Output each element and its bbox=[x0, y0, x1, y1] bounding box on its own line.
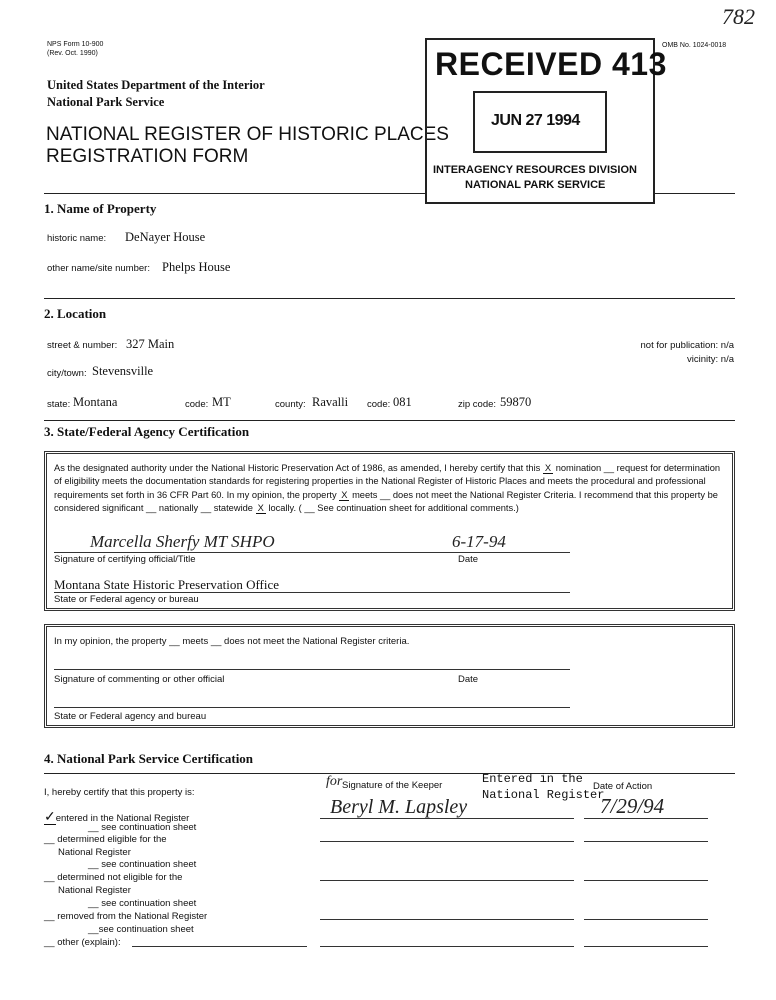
county-label: county: bbox=[275, 399, 306, 410]
certifying-agency: Montana State Historic Preservation Office bbox=[54, 577, 280, 592]
option-label: see continuation sheet bbox=[101, 822, 197, 833]
statement-part: locally. ( __ See continuation sheet for additional comments.) bbox=[268, 503, 519, 514]
locally-mark: X bbox=[257, 503, 264, 514]
county-code-label: code: bbox=[367, 399, 391, 410]
form-number: NPS Form 10-900 bbox=[47, 41, 104, 48]
other-name-label: other name/site number: bbox=[47, 263, 150, 274]
certifying-date: 6-17-94 bbox=[452, 532, 506, 551]
nomination-mark: X bbox=[544, 463, 552, 473]
zip-label: zip code: bbox=[458, 399, 497, 410]
option-removed[interactable]: __ removed from the National Register bbox=[44, 911, 208, 922]
street-value: 327 Main bbox=[126, 337, 175, 351]
received-stamp bbox=[425, 38, 667, 204]
option-label: see continuation sheet bbox=[98, 924, 194, 935]
divider bbox=[44, 773, 735, 774]
not-for-publication: not for publication: n/a bbox=[640, 340, 734, 351]
stamp-received: RECEIVED 413 bbox=[435, 46, 667, 82]
option-label: other (explain): bbox=[57, 937, 121, 948]
keeper-line bbox=[320, 841, 574, 842]
stamp-date: JUN 27 1994 bbox=[491, 112, 580, 129]
keeper-line bbox=[320, 880, 574, 881]
keeper-intro: I, hereby certify that this property is: bbox=[44, 787, 195, 798]
keeper-line bbox=[320, 946, 574, 947]
historic-name-label: historic name: bbox=[47, 233, 107, 244]
section-1-heading: 1. Name of Property bbox=[44, 201, 157, 216]
zip-value: 59870 bbox=[500, 395, 532, 409]
form-subtitle: REGISTRATION FORM bbox=[46, 146, 249, 167]
commenting-signature-line bbox=[54, 669, 570, 670]
handwritten-page-number: 782 bbox=[722, 4, 755, 29]
agency-name: National Park Service bbox=[47, 95, 165, 109]
entered-stamp-line1: Entered in the bbox=[482, 772, 583, 786]
option-label: National Register bbox=[58, 885, 131, 896]
state-code-value: MT bbox=[212, 395, 231, 409]
statement-part: nomination __ request for determination of eligibility meets the documentation standards for registering properties in the National Register of Historic Places and meets the procedural and professional requirements set forth in 36 CFR Part 60. In my opinion, the property bbox=[54, 463, 721, 500]
date-line bbox=[584, 818, 708, 819]
commenting-agency-label: State or Federal agency and bureau bbox=[54, 711, 207, 722]
county-code-value: 081 bbox=[393, 395, 412, 409]
date-line bbox=[584, 880, 708, 881]
commenting-label: Signature of commenting or other official bbox=[54, 674, 225, 685]
city-value: Stevensville bbox=[92, 364, 154, 378]
meets-mark: X bbox=[341, 489, 348, 500]
state-label: state: bbox=[47, 399, 71, 410]
section-4-heading: 4. National Park Service Certification bbox=[44, 751, 254, 766]
divider bbox=[44, 420, 735, 421]
divider bbox=[44, 298, 735, 299]
statement-part: As the designated authority under the National Historic Preservation Act of 1986, as amended, I hereby certify that this bbox=[54, 463, 541, 473]
option-continuation[interactable]: __see continuation sheet bbox=[88, 924, 194, 935]
agency-label: State or Federal agency or bureau bbox=[54, 594, 199, 605]
certification-statement bbox=[54, 462, 724, 516]
other-name-value: Phelps House bbox=[162, 260, 231, 274]
option-not-eligible[interactable]: __ determined not eligible for the bbox=[44, 872, 183, 883]
keeper-signature: Beryl M. Lapsley bbox=[330, 796, 468, 818]
signature-label: Signature of certifying official/Title bbox=[54, 554, 196, 565]
statement-part: meets __ does not meet the National Register Criteria. I recommend that this property be considered significant __ nationally __ statewide bbox=[54, 489, 718, 514]
date-of-action-label: Date of Action bbox=[593, 781, 653, 792]
omb-number: OMB No. 1024-0018 bbox=[662, 42, 727, 49]
date-line bbox=[584, 919, 708, 920]
stamp-division: INTERAGENCY RESOURCES DIVISION bbox=[433, 164, 637, 176]
date-line bbox=[584, 841, 708, 842]
option-label: removed from the National Register bbox=[57, 911, 208, 922]
stamp-date-box bbox=[473, 91, 607, 153]
check-mark-icon: ✓ bbox=[44, 808, 56, 824]
keeper-initials: for bbox=[326, 774, 343, 789]
keeper-line bbox=[320, 818, 574, 819]
street-label: street & number: bbox=[47, 340, 118, 351]
option-eligible[interactable]: __ determined eligible for the bbox=[44, 834, 167, 845]
date-label: Date bbox=[458, 554, 479, 565]
state-value: Montana bbox=[73, 395, 118, 409]
divider bbox=[653, 193, 735, 194]
option-label: see continuation sheet bbox=[101, 898, 197, 909]
commenting-agency-line bbox=[54, 707, 570, 708]
historic-name-value: DeNayer House bbox=[125, 230, 206, 244]
option-continuation[interactable]: __ see continuation sheet bbox=[88, 859, 197, 870]
department-name: United States Department of the Interior bbox=[47, 78, 265, 92]
option-label: determined eligible for the bbox=[57, 834, 167, 845]
agency-line bbox=[54, 592, 570, 593]
stamp-service: NATIONAL PARK SERVICE bbox=[465, 179, 606, 191]
section-3-heading: 3. State/Federal Agency Certification bbox=[44, 424, 250, 439]
form-title: NATIONAL REGISTER OF HISTORIC PLACES bbox=[46, 124, 449, 145]
certifying-signature: Marcella Sherfy MT SHPO bbox=[90, 532, 275, 551]
option-other[interactable]: __ other (explain): bbox=[44, 937, 121, 948]
section-2-heading: 2. Location bbox=[44, 306, 107, 321]
option-label: see continuation sheet bbox=[101, 859, 197, 870]
option-label: entered in the National Register bbox=[55, 813, 190, 824]
keeper-label: Signature of the Keeper bbox=[342, 780, 443, 791]
keeper-line bbox=[320, 919, 574, 920]
date-line bbox=[584, 946, 708, 947]
action-date: 7/29/94 bbox=[600, 794, 665, 818]
form-revision: (Rev. Oct. 1990) bbox=[47, 50, 98, 57]
option-label: determined not eligible for the bbox=[57, 872, 183, 883]
opinion-text: In my opinion, the property __ meets __ does not meet the National Register criteria. bbox=[54, 636, 410, 647]
city-label: city/town: bbox=[47, 368, 87, 379]
vicinity: vicinity: n/a bbox=[687, 354, 734, 365]
state-code-label: code: bbox=[185, 399, 209, 410]
county-value: Ravalli bbox=[312, 395, 349, 409]
commenting-date-label: Date bbox=[458, 674, 479, 685]
option-continuation[interactable]: __ see continuation sheet bbox=[88, 898, 197, 909]
entered-stamp-line2: National Register bbox=[482, 788, 605, 802]
signature-line bbox=[54, 552, 570, 553]
option-continuation[interactable]: __ see continuation sheet bbox=[88, 822, 197, 833]
option-label: National Register bbox=[58, 847, 131, 858]
divider bbox=[44, 193, 426, 194]
other-explain-line bbox=[132, 946, 307, 947]
